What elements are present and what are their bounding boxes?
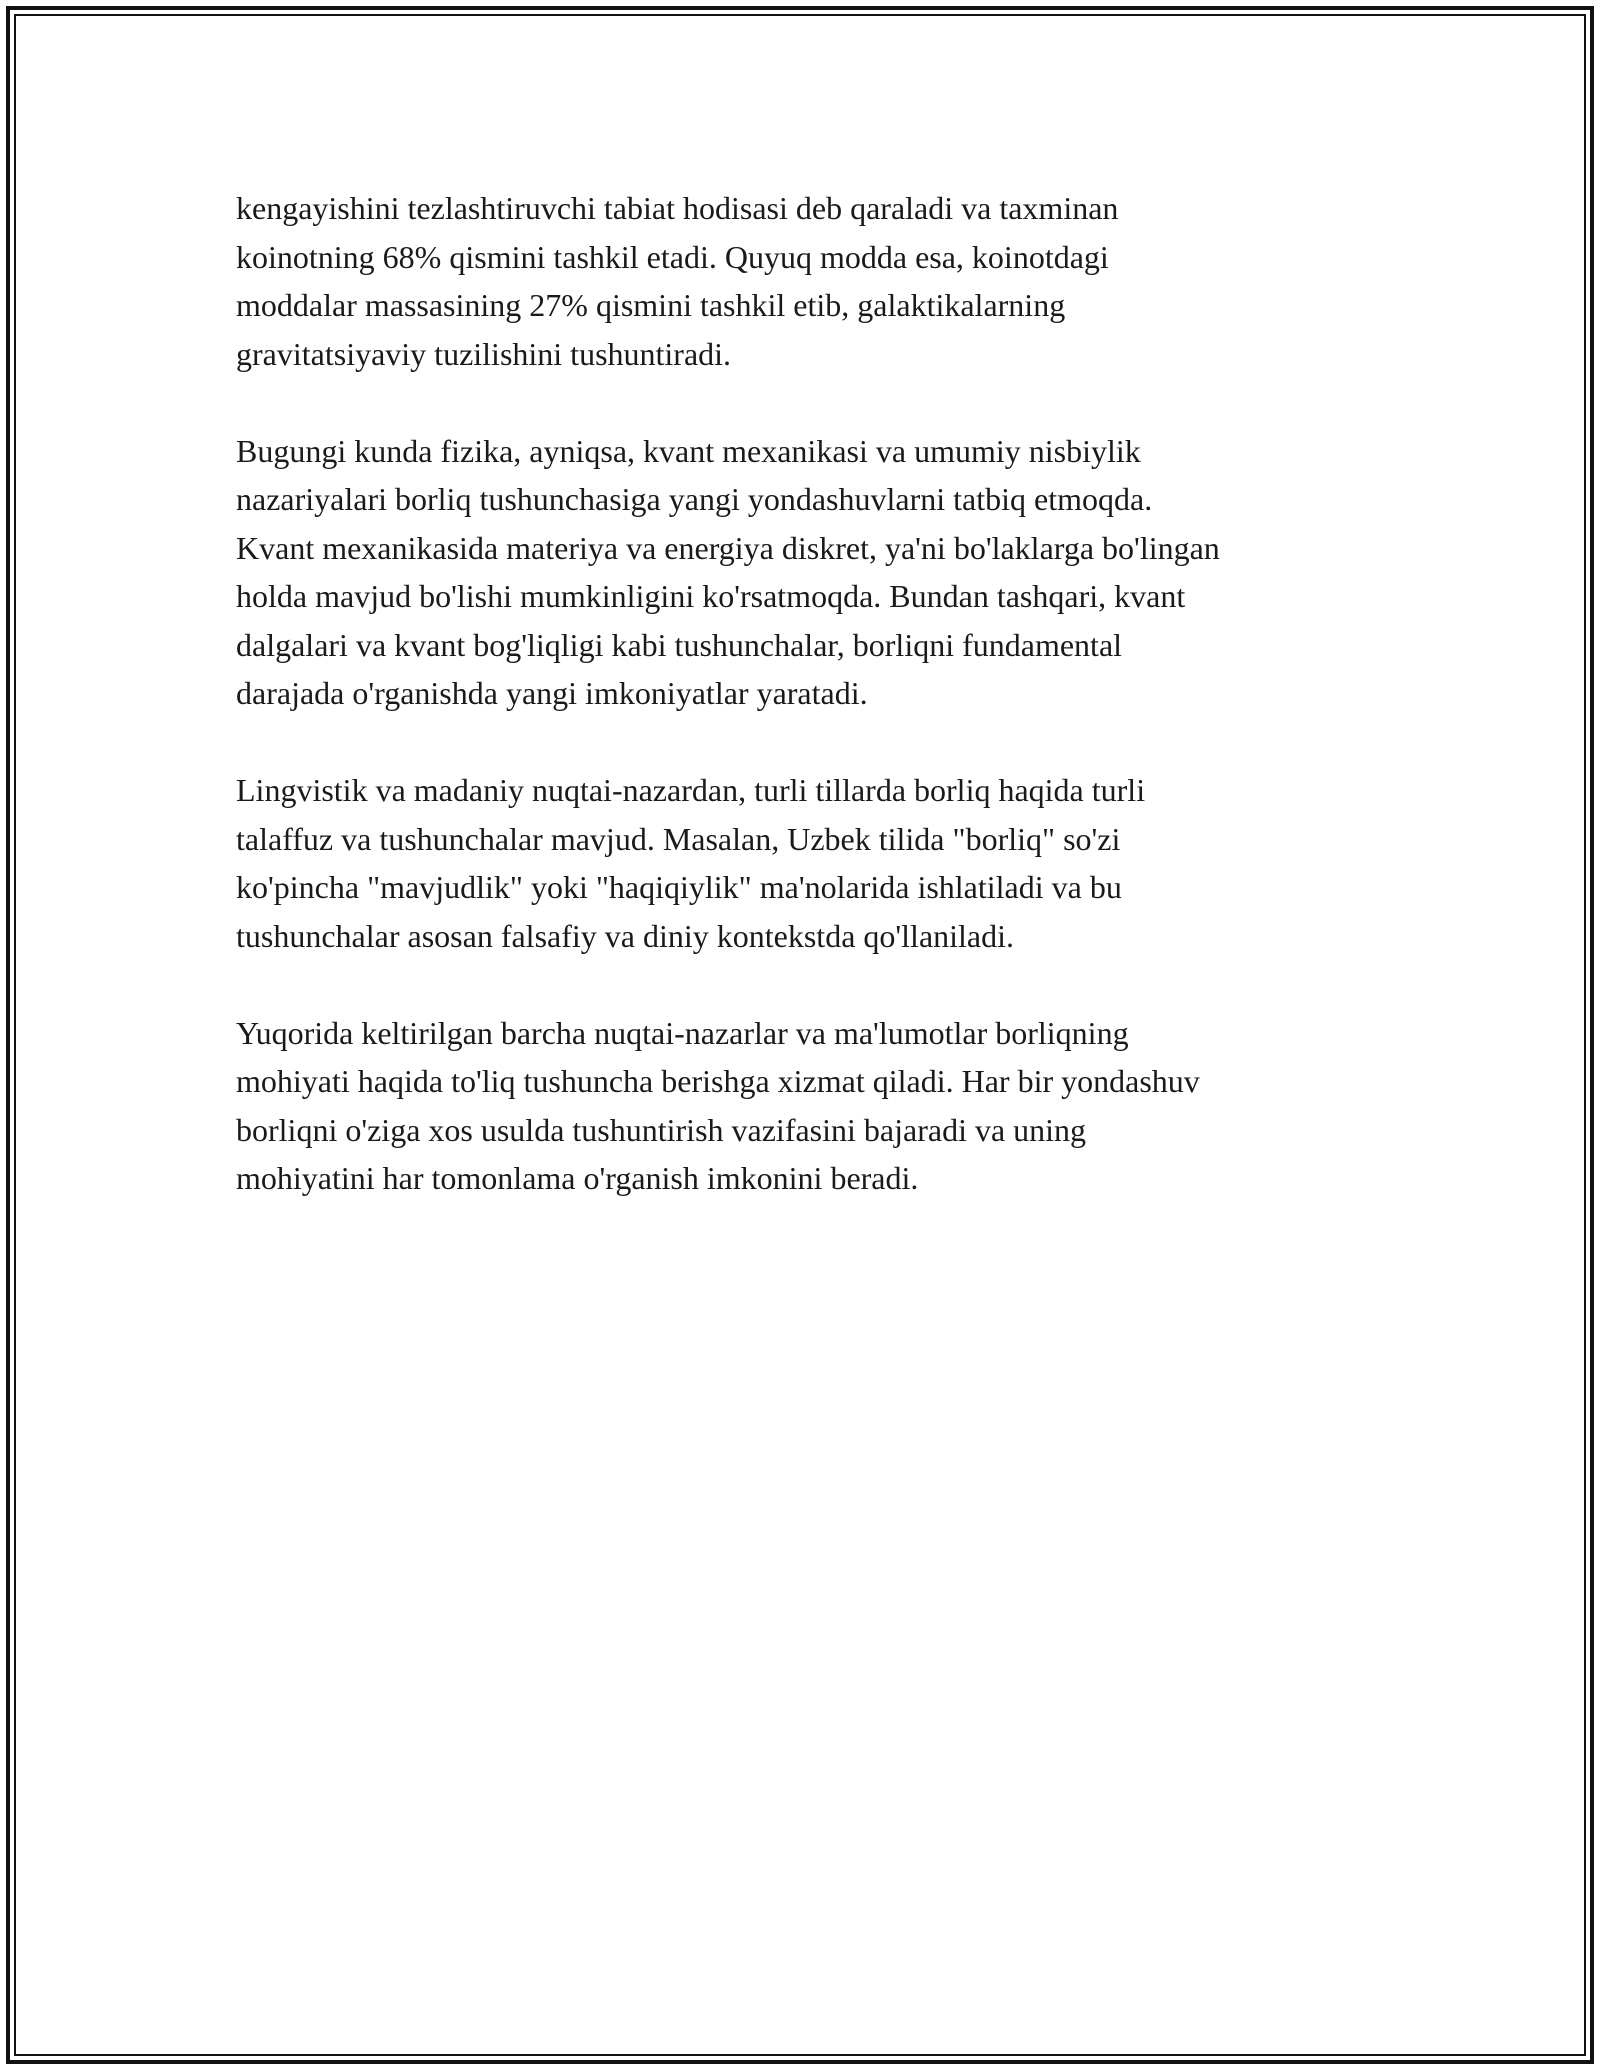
text-line: dalgalari va kvant bog'liqligi kabi tushunchalar, borliqni fundamental — [236, 626, 1123, 663]
text-line: nazariyalari borliq tushunchasiga yangi yondashuvlarni tatbiq etmoqda. — [236, 481, 1153, 517]
text-line: mohiyatini har tomonlama o'rganish imkonini beradi. — [236, 1160, 919, 1196]
text-line: ko'pincha "mavjudlik" yoki "haqiqiylik" ma'nolarida ishlatiladi va bu — [236, 869, 1122, 905]
paragraph-dark-energy — [236, 184, 1396, 378]
text-line: Kvant mexanikasida materiya va energiya diskret, ya'ni bo'laklarga bo'lingan — [236, 529, 1220, 566]
text-line: kengayishini tezlashtiruvchi tabiat hodisasi deb qaraladi va taxminan — [236, 190, 1119, 226]
text-line: Bugungi kunda fizika, ayniqsa, kvant mexanikasi va umumiy nisbiylik — [236, 432, 1141, 469]
text-line: Yuqorida keltirilgan barcha nuqtai-nazarlar va ma'lumotlar borliqning — [236, 1014, 1129, 1051]
text-line: talaffuz va tushunchalar mavjud. Masalan, Uzbek tilida "borliq" so'zi — [236, 820, 1121, 857]
paragraph-linguistics — [236, 766, 1396, 960]
document-body — [236, 184, 1396, 1251]
text-line: koinotning 68% qismini tashkil etadi. Quyuq modda esa, koinotdagi — [236, 238, 1109, 275]
text-line: tushunchalar asosan falsafiy va diniy kontekstda qo'llaniladi. — [236, 917, 1015, 954]
text-line: moddalar massasining 27% qismini tashkil etib, galaktikalarning — [236, 287, 1066, 323]
text-line: darajada o'rganishda yangi imkoniyatlar yaratadi. — [236, 675, 868, 711]
text-line: holda mavjud bo'lishi mumkinligini ko'rsatmoqda. Bundan tashqari, kvant — [236, 578, 1186, 614]
text-line: borliqni o'ziga xos usulda tushuntirish vazifasini bajaradi va uning — [236, 1111, 1087, 1148]
paragraph-quantum-physics — [236, 427, 1396, 718]
text-line: Lingvistik va madaniy nuqtai-nazardan, turli tillarda borliq haqida turli — [236, 772, 1146, 808]
paragraph-conclusion — [236, 1009, 1396, 1203]
text-line: gravitatsiyaviy tuzilishini tushuntiradi. — [236, 335, 732, 372]
text-line: mohiyati haqida to'liq tushuncha berishga xizmat qiladi. Har bir yondashuv — [236, 1063, 1200, 1099]
